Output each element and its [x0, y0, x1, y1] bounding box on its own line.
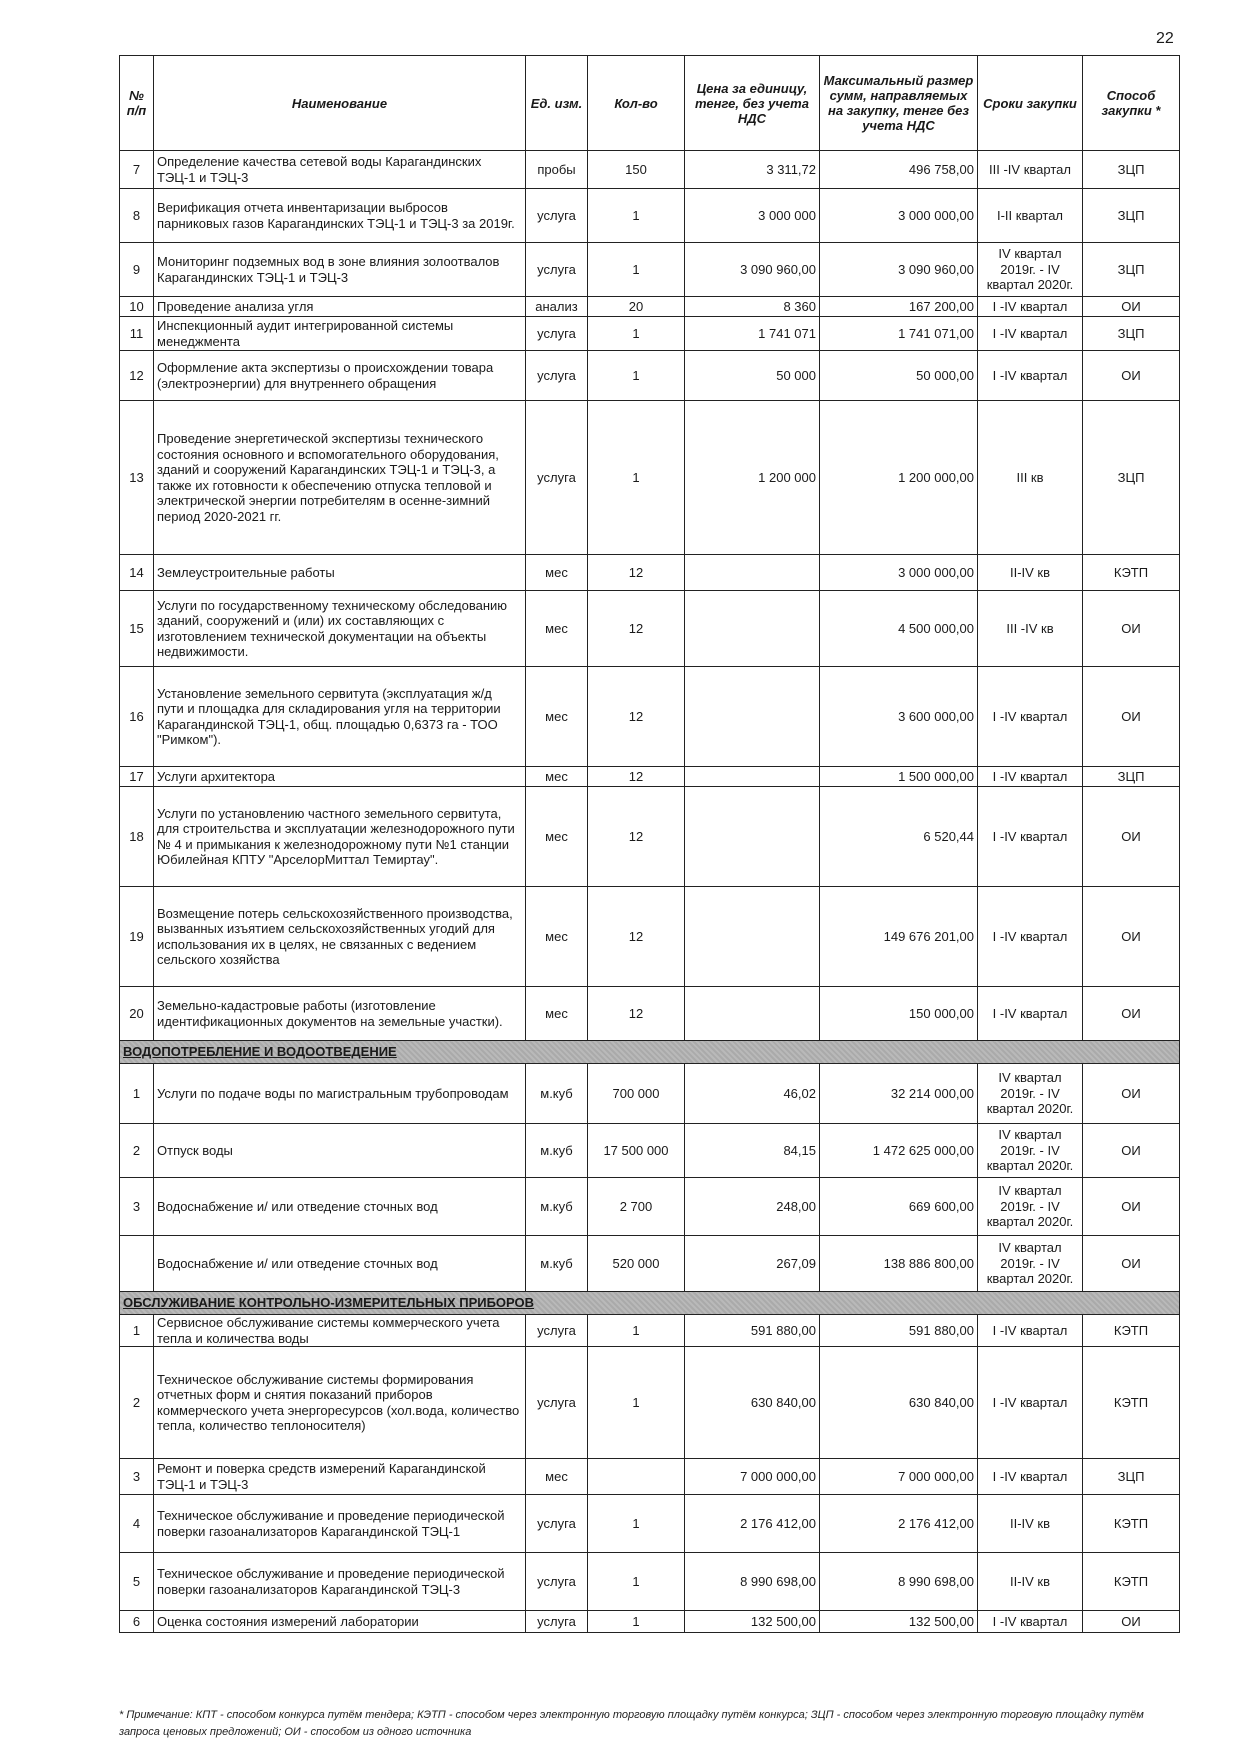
- quantity-cell: 12: [588, 555, 685, 591]
- quantity-cell: 20: [588, 297, 685, 317]
- terms-cell: II-IV кв: [978, 1553, 1083, 1611]
- unit-cell: услуга: [526, 1495, 588, 1553]
- max-sum-cell: 149 676 201,00: [820, 887, 978, 987]
- table-row: [120, 1124, 1180, 1178]
- item-name-cell: Техническое обслуживание и проведение периодической поверки газоанализаторов Карагандинской ТЭЦ-1: [154, 1495, 526, 1553]
- terms-cell: I-II квартал: [978, 189, 1083, 243]
- max-sum-cell: 1 200 000,00: [820, 401, 978, 555]
- quantity-cell: 1: [588, 189, 685, 243]
- unit-cell: мес: [526, 887, 588, 987]
- unit-cell: мес: [526, 667, 588, 767]
- quantity-cell: 1: [588, 1347, 685, 1459]
- method-cell: ОИ: [1083, 591, 1180, 667]
- table-row: [120, 1064, 1180, 1124]
- unit-cell: услуга: [526, 1315, 588, 1347]
- unit-price-cell: 50 000: [685, 351, 820, 401]
- table-row: [120, 189, 1180, 243]
- row-number-cell: 11: [120, 317, 154, 351]
- method-cell: ОИ: [1083, 1064, 1180, 1124]
- max-sum-cell: 1 472 625 000,00: [820, 1124, 978, 1178]
- unit-cell: м.куб: [526, 1178, 588, 1236]
- max-sum-cell: 50 000,00: [820, 351, 978, 401]
- table-row: [120, 351, 1180, 401]
- row-number-cell: 12: [120, 351, 154, 401]
- terms-cell: II-IV кв: [978, 1495, 1083, 1553]
- quantity-cell: 17 500 000: [588, 1124, 685, 1178]
- terms-cell: III -IV квартал: [978, 151, 1083, 189]
- page-number: 22: [1156, 30, 1174, 47]
- table-row: [120, 1553, 1180, 1611]
- quantity-cell: 12: [588, 591, 685, 667]
- max-sum-cell: 3 090 960,00: [820, 243, 978, 297]
- row-number-cell: 14: [120, 555, 154, 591]
- unit-price-cell: 84,15: [685, 1124, 820, 1178]
- terms-cell: IV квартал 2019г. - IV квартал 2020г.: [978, 1236, 1083, 1292]
- unit-cell: м.куб: [526, 1064, 588, 1124]
- quantity-cell: 1: [588, 317, 685, 351]
- quantity-cell: 1: [588, 1315, 685, 1347]
- header-method: Способ закупки *: [1083, 56, 1180, 151]
- method-cell: ОИ: [1083, 351, 1180, 401]
- max-sum-cell: 6 520,44: [820, 787, 978, 887]
- table-row: [120, 887, 1180, 987]
- terms-cell: I -IV квартал: [978, 667, 1083, 767]
- quantity-cell: 12: [588, 767, 685, 787]
- table-row: [120, 1178, 1180, 1236]
- terms-cell: I -IV квартал: [978, 351, 1083, 401]
- table-row: [120, 1315, 1180, 1347]
- row-number-cell: 10: [120, 297, 154, 317]
- method-cell: КЭТП: [1083, 1347, 1180, 1459]
- method-cell: ОИ: [1083, 787, 1180, 887]
- method-cell: ОИ: [1083, 1178, 1180, 1236]
- header-name: Наименование: [154, 56, 526, 151]
- row-number-cell: 2: [120, 1347, 154, 1459]
- terms-cell: IV квартал 2019г. - IV квартал 2020г.: [978, 1124, 1083, 1178]
- table-row: [120, 151, 1180, 189]
- method-cell: ЗЦП: [1083, 767, 1180, 787]
- unit-cell: услуга: [526, 351, 588, 401]
- item-name-cell: Отпуск воды: [154, 1124, 526, 1178]
- row-number-cell: 1: [120, 1064, 154, 1124]
- method-cell: ЗЦП: [1083, 189, 1180, 243]
- max-sum-cell: 167 200,00: [820, 297, 978, 317]
- table-body-services: [120, 151, 1180, 1041]
- quantity-cell: 1: [588, 1553, 685, 1611]
- method-cell: ОИ: [1083, 1124, 1180, 1178]
- max-sum-cell: 1 500 000,00: [820, 767, 978, 787]
- row-number-cell: [120, 1236, 154, 1292]
- method-cell: ОИ: [1083, 297, 1180, 317]
- max-sum-cell: 3 000 000,00: [820, 189, 978, 243]
- unit-cell: м.куб: [526, 1236, 588, 1292]
- section-title-kip: ОБСЛУЖИВАНИЕ КОНТРОЛЬНО-ИЗМЕРИТЕЛЬНЫХ ПРИБОРОВ: [120, 1292, 1180, 1315]
- unit-price-cell: 2 176 412,00: [685, 1495, 820, 1553]
- unit-price-cell: 132 500,00: [685, 1611, 820, 1633]
- unit-cell: услуга: [526, 1611, 588, 1633]
- method-cell: КЭТП: [1083, 1495, 1180, 1553]
- unit-cell: анализ: [526, 297, 588, 317]
- unit-price-cell: 630 840,00: [685, 1347, 820, 1459]
- unit-cell: м.куб: [526, 1124, 588, 1178]
- unit-cell: мес: [526, 1459, 588, 1495]
- table-row: [120, 1236, 1180, 1292]
- quantity-cell: 700 000: [588, 1064, 685, 1124]
- method-cell: ОИ: [1083, 1611, 1180, 1633]
- table-row: [120, 1611, 1180, 1633]
- unit-price-cell: [685, 591, 820, 667]
- method-cell: ЗЦП: [1083, 151, 1180, 189]
- section-header-water: [120, 1041, 1180, 1064]
- quantity-cell: 12: [588, 787, 685, 887]
- unit-cell: услуга: [526, 317, 588, 351]
- method-cell: ОИ: [1083, 667, 1180, 767]
- row-number-cell: 5: [120, 1553, 154, 1611]
- terms-cell: IV квартал 2019г. - IV квартал 2020г.: [978, 243, 1083, 297]
- max-sum-cell: 132 500,00: [820, 1611, 978, 1633]
- unit-price-cell: [685, 667, 820, 767]
- method-cell: КЭТП: [1083, 555, 1180, 591]
- quantity-cell: 12: [588, 667, 685, 767]
- terms-cell: I -IV квартал: [978, 1315, 1083, 1347]
- item-name-cell: Инспекционный аудит интегрированной системы менеджмента: [154, 317, 526, 351]
- terms-cell: III -IV кв: [978, 591, 1083, 667]
- unit-price-cell: 3 000 000: [685, 189, 820, 243]
- unit-price-cell: 7 000 000,00: [685, 1459, 820, 1495]
- item-name-cell: Услуги по государственному техническому обследованию зданий, сооружений и (или) их составляющих с изготовлением технической документации на объекты недвижимости.: [154, 591, 526, 667]
- terms-cell: I -IV квартал: [978, 297, 1083, 317]
- method-cell: КЭТП: [1083, 1553, 1180, 1611]
- header-terms: Сроки закупки: [978, 56, 1083, 151]
- unit-price-cell: 3 311,72: [685, 151, 820, 189]
- method-cell: ЗЦП: [1083, 243, 1180, 297]
- terms-cell: I -IV квартал: [978, 787, 1083, 887]
- terms-cell: I -IV квартал: [978, 1611, 1083, 1633]
- quantity-cell: 150: [588, 151, 685, 189]
- max-sum-cell: 32 214 000,00: [820, 1064, 978, 1124]
- row-number-cell: 1: [120, 1315, 154, 1347]
- row-number-cell: 19: [120, 887, 154, 987]
- max-sum-cell: 8 990 698,00: [820, 1553, 978, 1611]
- unit-cell: услуга: [526, 1553, 588, 1611]
- quantity-cell: 520 000: [588, 1236, 685, 1292]
- table-row: [120, 667, 1180, 767]
- unit-cell: услуга: [526, 1347, 588, 1459]
- unit-price-cell: [685, 887, 820, 987]
- item-name-cell: Сервисное обслуживание системы коммерческого учета тепла и количества воды: [154, 1315, 526, 1347]
- item-name-cell: Услуги по подаче воды по магистральным трубопроводам: [154, 1064, 526, 1124]
- item-name-cell: Землеустроительные работы: [154, 555, 526, 591]
- unit-price-cell: [685, 987, 820, 1041]
- quantity-cell: 12: [588, 887, 685, 987]
- row-number-cell: 15: [120, 591, 154, 667]
- item-name-cell: Услуги архитектора: [154, 767, 526, 787]
- row-number-cell: 3: [120, 1459, 154, 1495]
- unit-price-cell: [685, 787, 820, 887]
- row-number-cell: 3: [120, 1178, 154, 1236]
- header-unit: Ед. изм.: [526, 56, 588, 151]
- section-title-water: ВОДОПОТРЕБЛЕНИЕ И ВОДООТВЕДЕНИЕ: [120, 1041, 1180, 1064]
- row-number-cell: 8: [120, 189, 154, 243]
- row-number-cell: 20: [120, 987, 154, 1041]
- item-name-cell: Техническое обслуживание системы формирования отчетных форм и снятия показаний приборов коммерческого учета энергоресурсов (хол.вода, количество тепла, количество теплоносителя): [154, 1347, 526, 1459]
- section-kip: [120, 1292, 1180, 1315]
- quantity-cell: 2 700: [588, 1178, 685, 1236]
- item-name-cell: Ремонт и поверка средств измерений Карагандинской ТЭЦ-1 и ТЭЦ-3: [154, 1459, 526, 1495]
- max-sum-cell: 591 880,00: [820, 1315, 978, 1347]
- unit-price-cell: 248,00: [685, 1178, 820, 1236]
- section-water: [120, 1041, 1180, 1064]
- row-number-cell: 16: [120, 667, 154, 767]
- item-name-cell: Оформление акта экспертизы о происхождении товара (электроэнергии) для внутреннего обращения: [154, 351, 526, 401]
- header-qty: Кол-во: [588, 56, 685, 151]
- unit-price-cell: 591 880,00: [685, 1315, 820, 1347]
- table-row: [120, 297, 1180, 317]
- quantity-cell: 1: [588, 1611, 685, 1633]
- item-name-cell: Проведение энергетической экспертизы технического состояния основного и вспомогательного оборудования, зданий и сооружений Карагандинских ТЭЦ-1 и ТЭЦ-3, а также их готовности к обеспечению отпуска тепловой и электрической энергии потребителям в осенне-зимний период 2020-2021 гг.: [154, 401, 526, 555]
- item-name-cell: Водоснабжение и/ или отведение сточных вод: [154, 1236, 526, 1292]
- max-sum-cell: 3 600 000,00: [820, 667, 978, 767]
- terms-cell: I -IV квартал: [978, 887, 1083, 987]
- item-name-cell: Проведение анализа угля: [154, 297, 526, 317]
- item-name-cell: Оценка состояния измерений лаборатории: [154, 1611, 526, 1633]
- table-body-kip: [120, 1315, 1180, 1633]
- unit-price-cell: 1 200 000: [685, 401, 820, 555]
- unit-price-cell: 8 360: [685, 297, 820, 317]
- quantity-cell: 1: [588, 1495, 685, 1553]
- section-header-kip: [120, 1292, 1180, 1315]
- table-row: [120, 1495, 1180, 1553]
- unit-price-cell: 267,09: [685, 1236, 820, 1292]
- method-cell: ОИ: [1083, 987, 1180, 1041]
- table-row: [120, 767, 1180, 787]
- item-name-cell: Водоснабжение и/ или отведение сточных вод: [154, 1178, 526, 1236]
- terms-cell: I -IV квартал: [978, 317, 1083, 351]
- terms-cell: I -IV квартал: [978, 987, 1083, 1041]
- table-row: [120, 1459, 1180, 1495]
- item-name-cell: Возмещение потерь сельскохозяйственного производства, вызванных изъятием сельскохозяйственных угодий для использования их в целях, не связанных с ведением сельского хозяйства: [154, 887, 526, 987]
- quantity-cell: 12: [588, 987, 685, 1041]
- item-name-cell: Техническое обслуживание и проведение периодической поверки газоанализаторов Карагандинской ТЭЦ-3: [154, 1553, 526, 1611]
- item-name-cell: Земельно-кадастровые работы (изготовление идентификационных документов на земельные участки).: [154, 987, 526, 1041]
- quantity-cell: 1: [588, 243, 685, 297]
- method-cell: ОИ: [1083, 1236, 1180, 1292]
- row-number-cell: 9: [120, 243, 154, 297]
- method-cell: ОИ: [1083, 887, 1180, 987]
- table-row: [120, 987, 1180, 1041]
- row-number-cell: 6: [120, 1611, 154, 1633]
- unit-price-cell: 1 741 071: [685, 317, 820, 351]
- table-row: [120, 591, 1180, 667]
- terms-cell: I -IV квартал: [978, 1459, 1083, 1495]
- max-sum-cell: 150 000,00: [820, 987, 978, 1041]
- unit-cell: мес: [526, 555, 588, 591]
- unit-cell: мес: [526, 787, 588, 887]
- terms-cell: I -IV квартал: [978, 767, 1083, 787]
- max-sum-cell: 630 840,00: [820, 1347, 978, 1459]
- table-header-row: [120, 56, 1180, 151]
- row-number-cell: 17: [120, 767, 154, 787]
- quantity-cell: [588, 1459, 685, 1495]
- header-price: Цена за единицу, тенге, без учета НДС: [685, 56, 820, 151]
- row-number-cell: 2: [120, 1124, 154, 1178]
- table-row: [120, 317, 1180, 351]
- procurement-table: [119, 55, 1180, 1633]
- terms-cell: II-IV кв: [978, 555, 1083, 591]
- table-body-water: [120, 1064, 1180, 1292]
- quantity-cell: 1: [588, 351, 685, 401]
- header-max-sum: Максимальный размер сумм, направляемых на закупку, тенге без учета НДС: [820, 56, 978, 151]
- method-cell: ЗЦП: [1083, 317, 1180, 351]
- max-sum-cell: 138 886 800,00: [820, 1236, 978, 1292]
- row-number-cell: 13: [120, 401, 154, 555]
- max-sum-cell: 2 176 412,00: [820, 1495, 978, 1553]
- unit-price-cell: 46,02: [685, 1064, 820, 1124]
- item-name-cell: Услуги по установлению частного земельного сервитута, для строительства и эксплуатации железнодорожного пути № 4 и примыкания к железнодорожному пути №1 станции Юбилейная КПТУ "АрселорМиттал Темиртау".: [154, 787, 526, 887]
- row-number-cell: 18: [120, 787, 154, 887]
- header-num: № п/п: [120, 56, 154, 151]
- item-name-cell: Определение качества сетевой воды Карагандинских ТЭЦ-1 и ТЭЦ-3: [154, 151, 526, 189]
- max-sum-cell: 7 000 000,00: [820, 1459, 978, 1495]
- unit-price-cell: 3 090 960,00: [685, 243, 820, 297]
- row-number-cell: 7: [120, 151, 154, 189]
- item-name-cell: Верификация отчета инвентаризации выбросов парниковых газов Карагандинских ТЭЦ-1 и ТЭЦ-3 за 2019г.: [154, 189, 526, 243]
- unit-price-cell: [685, 555, 820, 591]
- terms-cell: III кв: [978, 401, 1083, 555]
- unit-price-cell: [685, 767, 820, 787]
- method-cell: ЗЦП: [1083, 401, 1180, 555]
- row-number-cell: 4: [120, 1495, 154, 1553]
- table-row: [120, 1347, 1180, 1459]
- unit-cell: услуга: [526, 243, 588, 297]
- terms-cell: IV квартал 2019г. - IV квартал 2020г.: [978, 1064, 1083, 1124]
- max-sum-cell: 496 758,00: [820, 151, 978, 189]
- item-name-cell: Мониторинг подземных вод в зоне влияния золоотвалов Карагандинских ТЭЦ-1 и ТЭЦ-3: [154, 243, 526, 297]
- unit-cell: мес: [526, 987, 588, 1041]
- terms-cell: I -IV квартал: [978, 1347, 1083, 1459]
- unit-price-cell: 8 990 698,00: [685, 1553, 820, 1611]
- unit-cell: услуга: [526, 189, 588, 243]
- item-name-cell: Установление земельного сервитута (эксплуатация ж/д пути и площадка для складирования угля на территории Карагандинской ТЭЦ-1, общ. площадью 0,6373 га - ТОО "Римком").: [154, 667, 526, 767]
- table-row: [120, 555, 1180, 591]
- max-sum-cell: 3 000 000,00: [820, 555, 978, 591]
- table-row: [120, 243, 1180, 297]
- table-row: [120, 787, 1180, 887]
- terms-cell: IV квартал 2019г. - IV квартал 2020г.: [978, 1178, 1083, 1236]
- footnote: * Примечание: КПТ - способом конкурса путём тендера; КЭТП - способом через электронную торговую площадку путём конкурса; ЗЦП - способом через электронную торговую площадку путём запроса ценовых предложений; ОИ - способом из одного источника: [119, 1709, 1144, 1738]
- unit-cell: мес: [526, 767, 588, 787]
- unit-cell: пробы: [526, 151, 588, 189]
- table-row: [120, 401, 1180, 555]
- max-sum-cell: 669 600,00: [820, 1178, 978, 1236]
- max-sum-cell: 4 500 000,00: [820, 591, 978, 667]
- quantity-cell: 1: [588, 401, 685, 555]
- method-cell: КЭТП: [1083, 1315, 1180, 1347]
- max-sum-cell: 1 741 071,00: [820, 317, 978, 351]
- method-cell: ЗЦП: [1083, 1459, 1180, 1495]
- unit-cell: услуга: [526, 401, 588, 555]
- unit-cell: мес: [526, 591, 588, 667]
